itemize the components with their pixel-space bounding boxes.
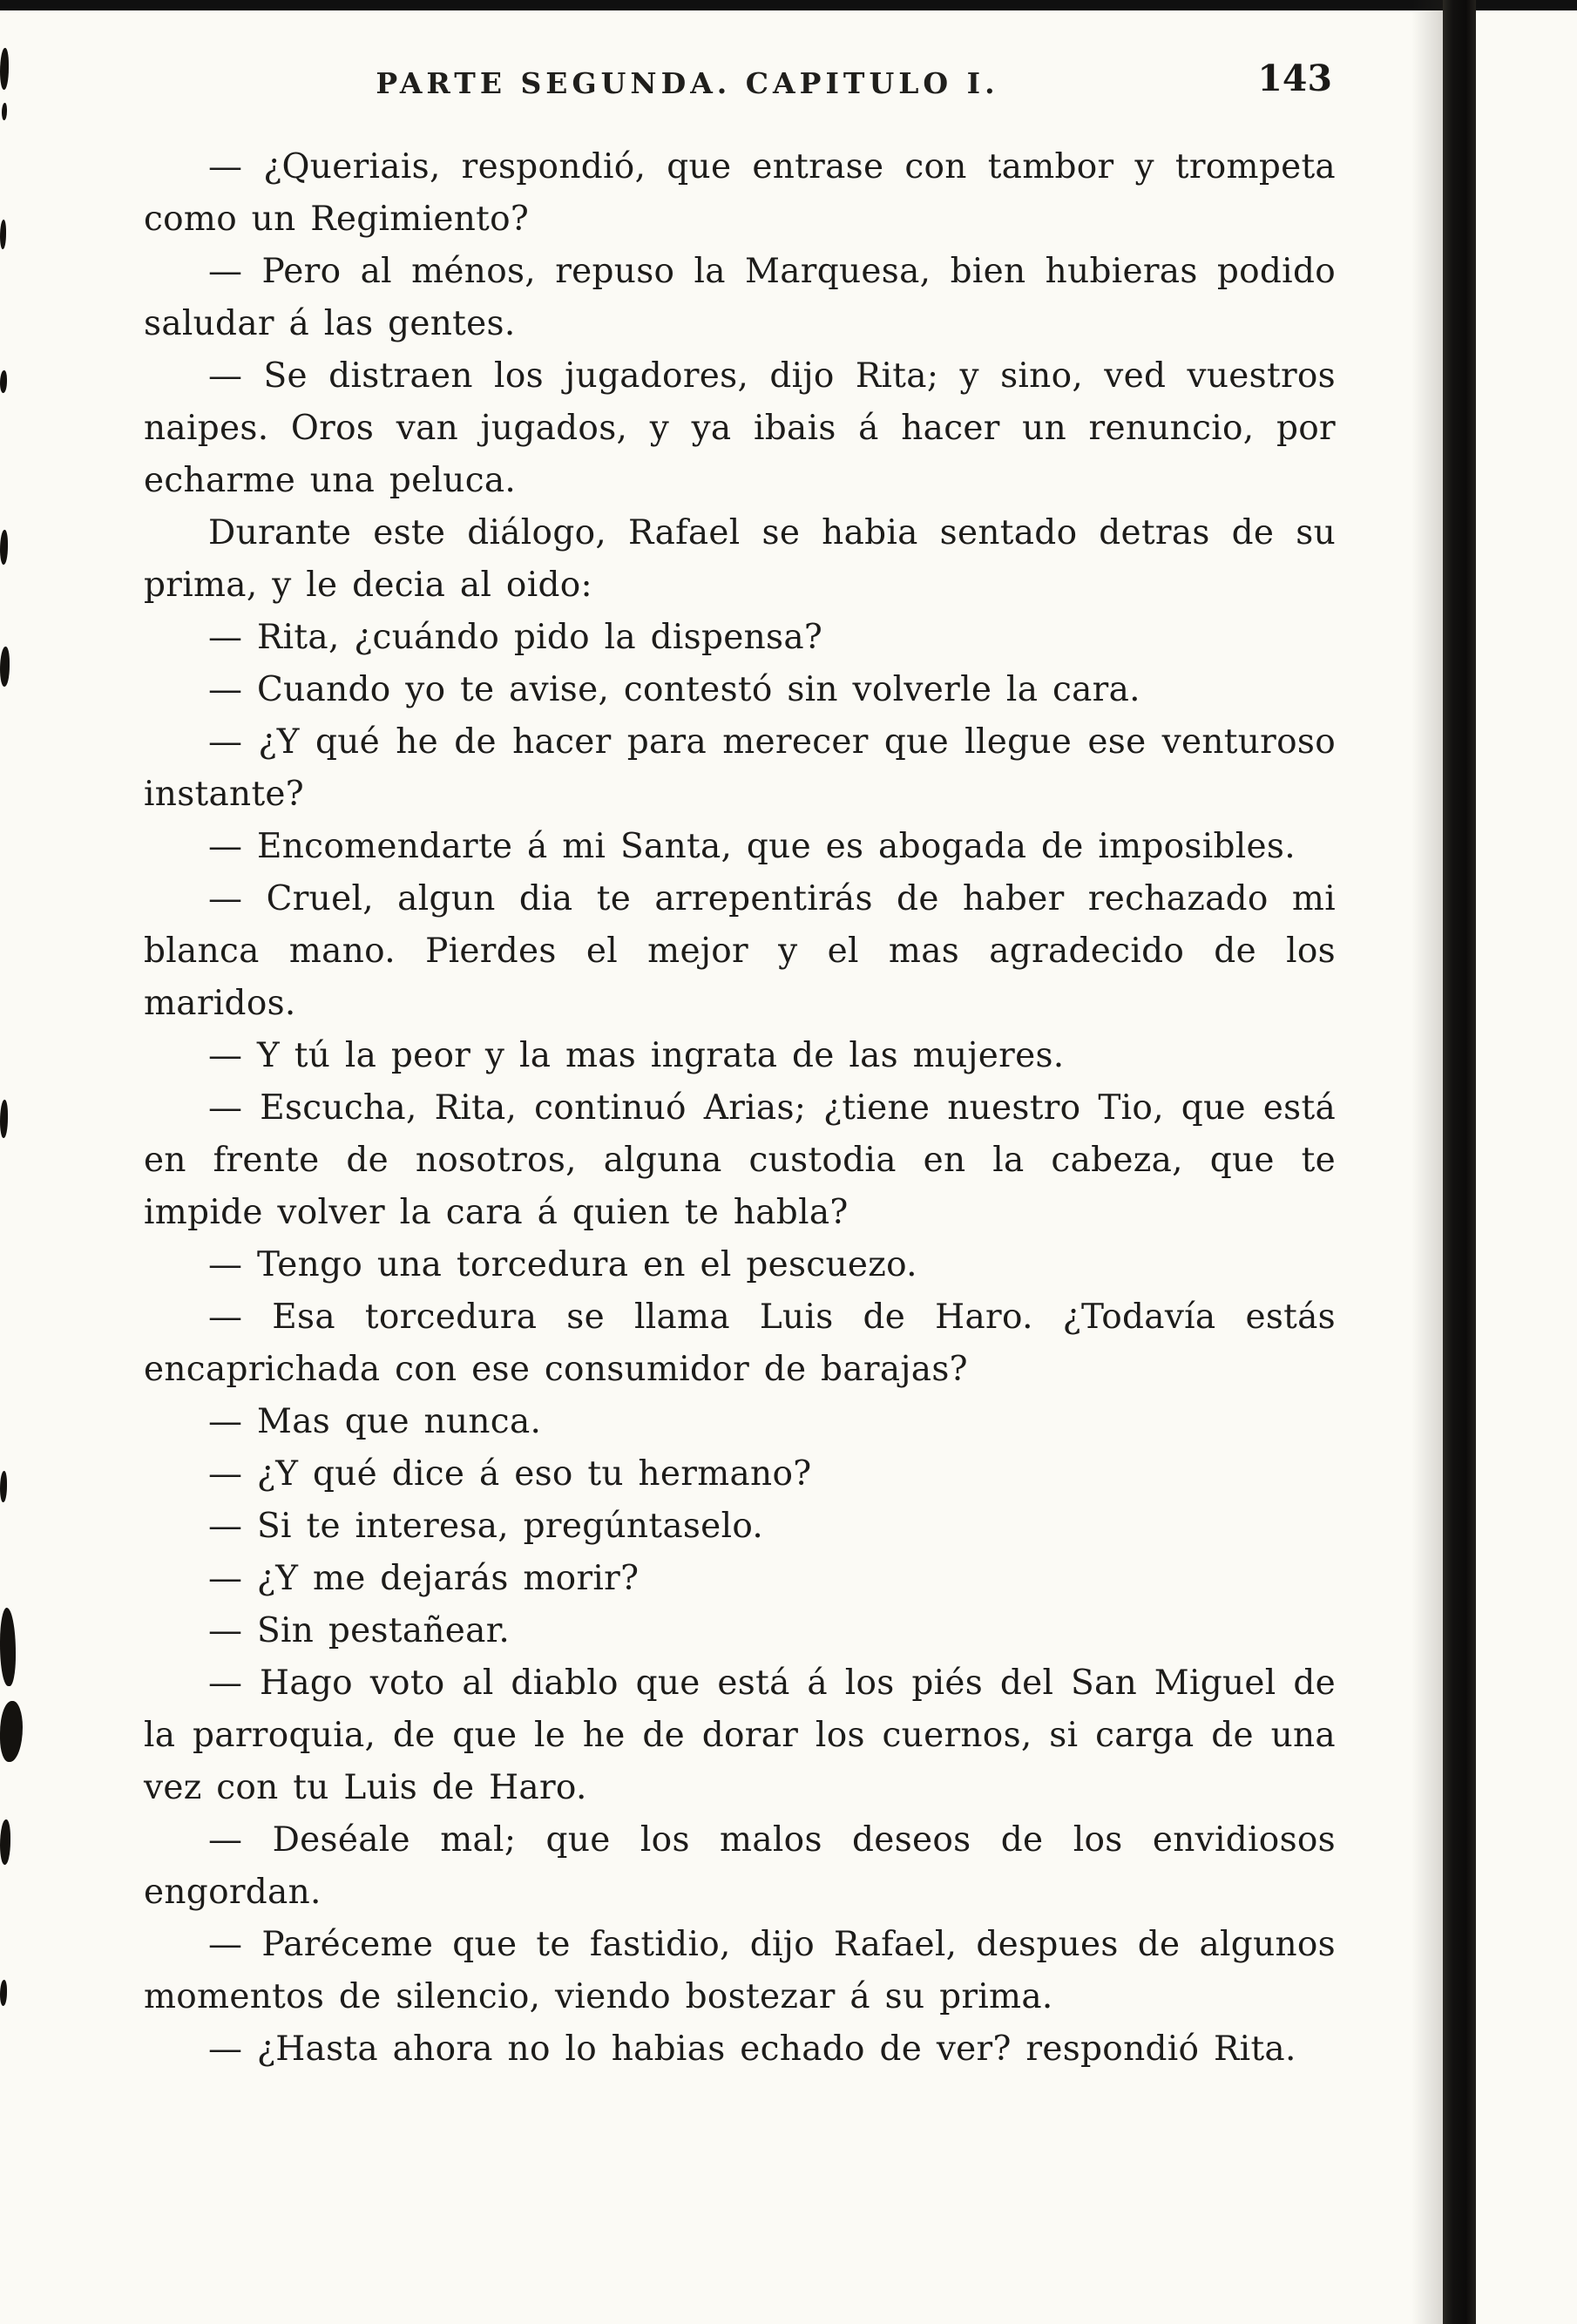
paragraph: — Mas que nunca.	[208, 1402, 542, 1441]
paragraph: — Paréceme que te fastidio, dijo Rafael, despues de algunos momentos de silencio, viendo bostezar á su prima.	[144, 1925, 1336, 2016]
paragraph: — Rita, ¿cuándo pido la dispensa?	[208, 618, 823, 657]
paragraph: — Hago voto al diablo que está á los piés del San Miguel de la parroquia, de que le he de dorar los cuernos, si carga de una vez con tu Luis de Haro.	[144, 1663, 1336, 1807]
paragraph: — Esa torcedura se llama Luis de Haro. ¿Todavía estás encaprichada con ese consumidor de barajas?	[144, 1298, 1336, 1389]
ink-smudge	[0, 1819, 10, 1865]
binding-shadow-haze	[1411, 0, 1443, 2324]
ink-smudge	[0, 1980, 7, 2006]
scan-top-edge	[0, 0, 1577, 10]
paragraph: Durante este diálogo, Rafael se habia sentado detras de su prima, y le decia al oido:	[144, 513, 1336, 605]
ink-smudge	[0, 48, 9, 90]
page-number: 143	[1257, 58, 1332, 99]
binding-shadow-bar	[1443, 0, 1476, 2324]
paragraph: — Sin pestañear.	[208, 1611, 511, 1650]
paragraph: — Si te interesa, pregúntaselo.	[208, 1507, 764, 1546]
paragraph: — Cuando yo te avise, contestó sin volverle la cara.	[208, 670, 1140, 709]
paragraph: — Cruel, algun dia te arrepentirás de haber rechazado mi blanca mano. Pierdes el mejor y el mas agradecido de los maridos.	[144, 879, 1336, 1023]
page-header	[144, 58, 1336, 119]
ink-smudge	[2, 103, 7, 120]
ink-smudge	[0, 370, 7, 393]
paragraph: — ¿Y qué dice á eso tu hermano?	[208, 1454, 812, 1494]
ink-smudge	[0, 1608, 16, 1686]
paragraph: — Deséale mal; que los malos deseos de los envidiosos engordan.	[144, 1820, 1336, 1912]
paragraph: — Se distraen los jugadores, dijo Rita; y sino, ved vuestros naipes. Oros van jugados, y ya ibais á hacer un renuncio, por echarme una peluca.	[144, 356, 1336, 500]
ink-smudge	[0, 1701, 23, 1762]
paragraph: — ¿Hasta ahora no lo habias echado de ver? respondió Rita.	[208, 2029, 1296, 2069]
ink-smudge	[0, 647, 10, 687]
paragraph: — Escucha, Rita, continuó Arias; ¿tiene nuestro Tio, que está en frente de nosotros, alguna custodia en la cabeza, que te impide volver la cara á quien te habla?	[144, 1088, 1336, 1232]
ink-smudge	[0, 530, 8, 565]
paragraph: — Tengo una torcedura en el pescuezo.	[208, 1245, 917, 1284]
paragraph: — ¿Y qué he de hacer para merecer que llegue ese venturoso instante?	[144, 722, 1336, 814]
body-text	[144, 141, 1336, 2076]
ink-smudge	[0, 1100, 8, 1138]
paragraph: — ¿Y me dejarás morir?	[208, 1559, 640, 1598]
ink-smudge	[0, 1471, 7, 1502]
ink-smudge	[0, 220, 6, 249]
page-content	[144, 58, 1336, 2076]
paragraph: — ¿Queriais, respondió, que entrase con tambor y trompeta como un Regimiento?	[144, 147, 1336, 239]
paragraph: — Y tú la peor y la mas ingrata de las mujeres.	[208, 1036, 1065, 1075]
paragraph: — Encomendarte á mi Santa, que es abogada de imposibles.	[208, 827, 1296, 866]
paragraph: — Pero al ménos, repuso la Marquesa, bien hubieras podido saludar á las gentes.	[144, 252, 1336, 343]
chapter-header: PARTE SEGUNDA. CAPITULO I.	[376, 66, 999, 100]
